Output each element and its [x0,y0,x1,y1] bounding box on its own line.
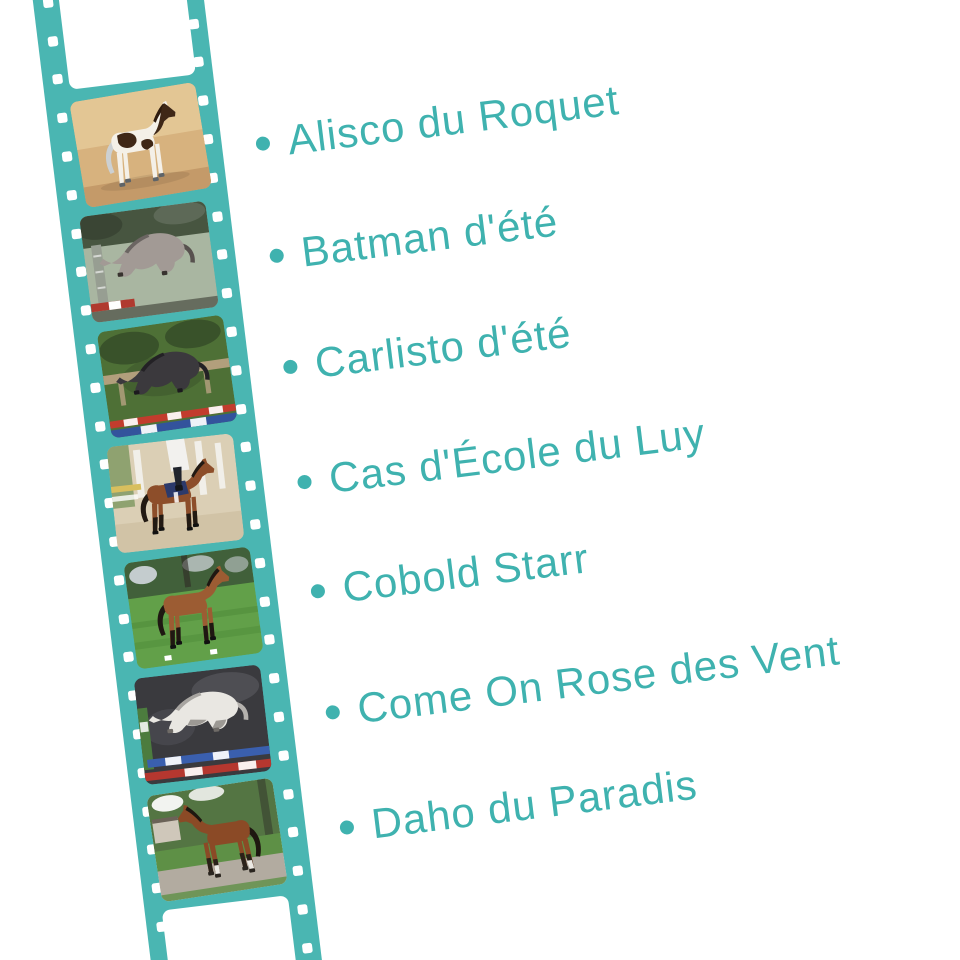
sprocket-hole [273,711,284,722]
list-item [280,305,574,396]
list-item [294,405,708,511]
horse-photo-illustration [79,201,219,324]
list-item [266,193,561,284]
sprocket-hole [95,421,106,432]
photo-frame-ridden-bay [106,433,244,553]
horse-name: Cas d'École du Luy [326,409,708,502]
sprocket-hole [52,74,63,85]
photo-frame-white-jumper [134,664,272,785]
horse-name: Daho du Paradis [368,760,700,848]
horse-name: Come On Rose des Vent [354,626,843,733]
horse-name: Batman d'été [298,197,561,276]
list-item [322,622,843,741]
sprocket-hole [66,190,77,201]
sprocket-hole [57,112,68,123]
sprocket-hole [43,0,54,8]
list-item [337,757,701,856]
photo-frame-bay-standing [146,778,288,903]
bullet-icon [297,474,313,490]
bullet-icon [255,136,271,152]
sprocket-hole [217,249,228,260]
sprocket-hole [221,288,232,299]
sprocket-hole [118,613,129,624]
sprocket-hole [250,519,261,530]
sprocket-hole [269,673,280,684]
photo-frame-bay-on-lawn [123,546,263,669]
rotated-group [26,0,960,960]
sprocket-hole [123,652,134,663]
bullet-icon [283,359,299,375]
sprocket-hole [114,575,125,586]
horse-name: Carlisto d'été [312,308,574,387]
horse-photo-illustration [134,664,272,785]
horse-name: Alisco du Roquet [284,76,622,164]
bullet-icon [339,820,355,836]
sprocket-hole [85,344,96,355]
list-item [308,530,593,620]
sprocket-hole [62,151,73,162]
sprocket-hole [254,557,265,568]
photo-frame-pinto-horse [69,82,212,208]
sprocket-hole [226,326,237,337]
sprocket-hole [302,942,313,953]
empty-frame [162,895,301,960]
sprocket-hole [264,634,275,645]
photo-frame-grey-jumper [79,201,219,324]
sprocket-hole [240,442,251,453]
horse-photo-illustration [123,546,263,669]
sprocket-hole [288,827,299,838]
horse-photo-illustration [69,82,212,208]
bullet-icon [325,705,341,721]
horse-photo-illustration [146,778,288,903]
sprocket-hole [198,95,209,106]
sprocket-hole [245,480,256,491]
photo-frame-dark-jumper [97,315,238,439]
horse-name: Cobold Starr [339,534,592,612]
empty-frame [57,0,196,90]
sprocket-hole [292,865,303,876]
sprocket-hole [231,365,242,376]
sprocket-hole [283,788,294,799]
list-item [253,72,623,172]
sprocket-hole [90,382,101,393]
bullet-icon [310,583,326,599]
horse-photo-illustration [97,315,238,439]
sprocket-hole [297,904,308,915]
sprocket-hole [259,596,270,607]
sprocket-hole [212,211,223,222]
bullet-icon [269,248,285,264]
sprocket-hole [47,35,58,46]
sprocket-hole [278,750,289,761]
sprocket-hole [236,403,247,414]
horse-photo-illustration [106,433,244,553]
